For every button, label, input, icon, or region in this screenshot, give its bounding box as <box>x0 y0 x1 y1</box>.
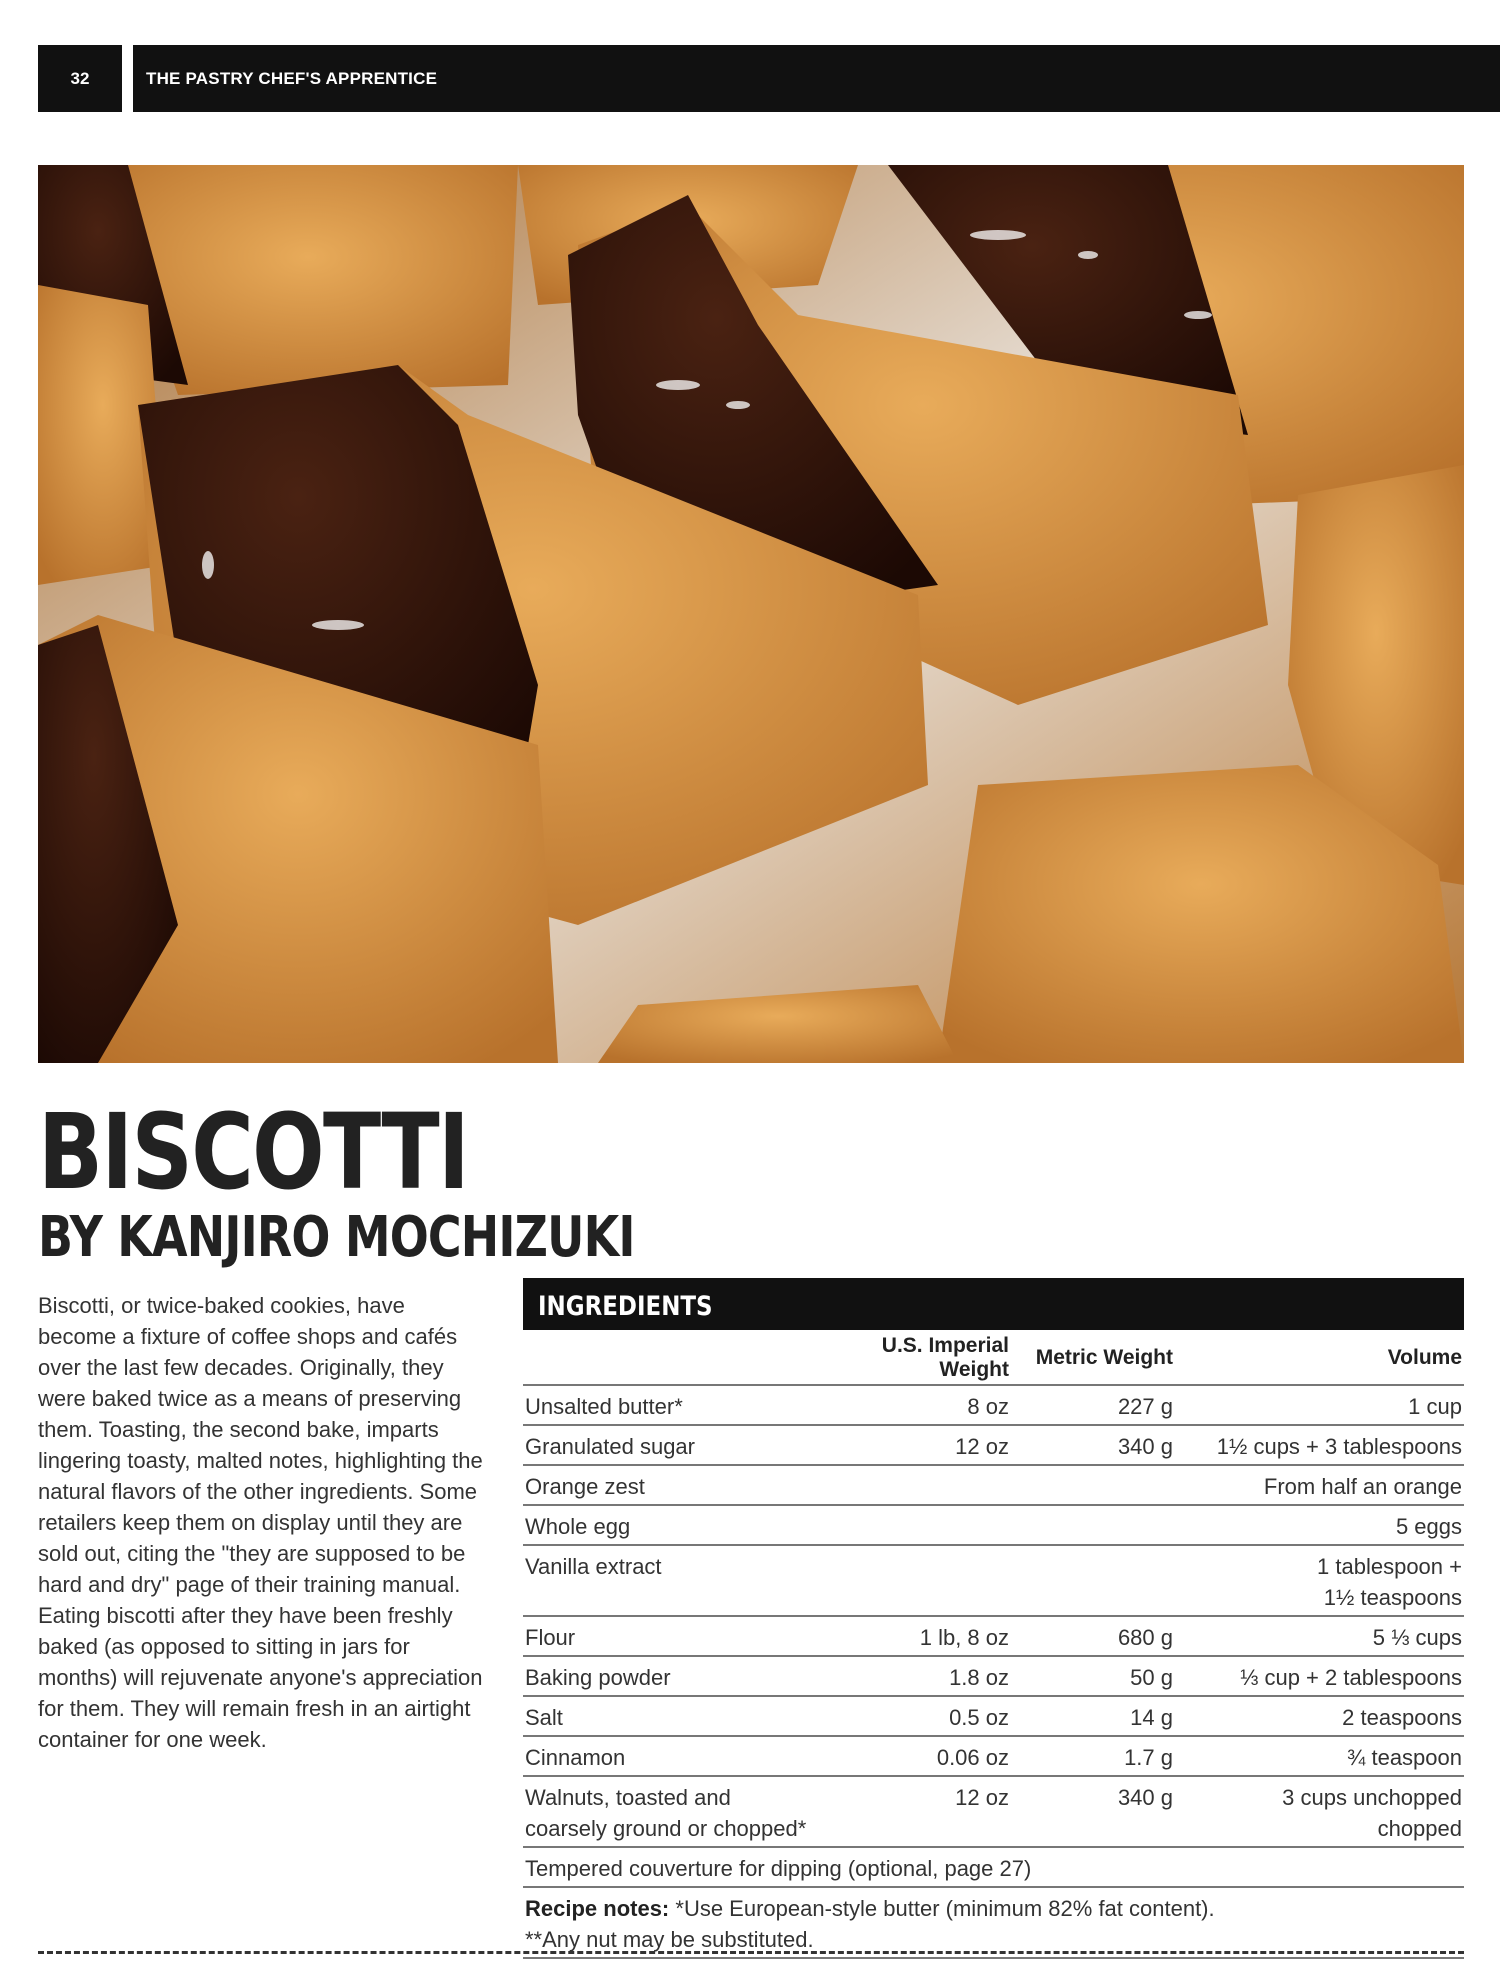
ingredient-volume: ⅓ cup + 2 tablespoons <box>1175 1656 1464 1696</box>
ingredient-name <box>523 1776 847 1847</box>
ingredient-volume <box>1175 1545 1464 1616</box>
ingredient-imperial: 0.06 oz <box>847 1736 1011 1776</box>
ingredient-volume-line2: chopped <box>1377 1816 1462 1841</box>
ingredient-imperial: 12 oz <box>847 1776 1011 1847</box>
ingredient-metric <box>1011 1505 1175 1545</box>
running-header: THE PASTRY CHEF'S APPRENTICE <box>133 45 1500 112</box>
ingredient-name-line2: coarsely ground or chopped* <box>525 1816 807 1841</box>
ingredient-volume: 1 cup <box>1175 1385 1464 1425</box>
ingredient-row <box>523 1545 1464 1616</box>
ingredient-volume-line1: 1 tablespoon + <box>1317 1554 1462 1579</box>
biscotti-photo <box>38 165 1464 1063</box>
couverture-row <box>523 1847 1464 1887</box>
ingredient-imperial <box>847 1505 1011 1545</box>
ingredient-row <box>523 1616 1464 1656</box>
ingredient-volume: 1½ cups + 3 tablespoons <box>1175 1425 1464 1465</box>
recipe-notes-line1: *Use European-style butter (minimum 82% fat content). <box>669 1896 1215 1921</box>
page-number: 32 <box>38 45 122 112</box>
ingredient-imperial <box>847 1465 1011 1505</box>
ingredient-metric <box>1011 1545 1175 1616</box>
ingredient-name: Flour <box>523 1616 847 1656</box>
recipe-notes-label: Recipe notes: <box>525 1896 670 1921</box>
ingredients-heading-text: INGREDIENTS <box>538 1291 713 1322</box>
ingredients-column-headers <box>523 1330 1464 1385</box>
ingredient-volume: From half an orange <box>1175 1465 1464 1505</box>
ingredient-row <box>523 1736 1464 1776</box>
ingredient-name: Orange zest <box>523 1465 847 1505</box>
ingredient-row <box>523 1385 1464 1425</box>
ingredient-row <box>523 1505 1464 1545</box>
ingredient-metric: 50 g <box>1011 1656 1175 1696</box>
ingredient-name: Baking powder <box>523 1656 847 1696</box>
ingredient-row <box>523 1776 1464 1847</box>
ingredient-volume: ¾ teaspoon <box>1175 1736 1464 1776</box>
ingredient-imperial: 12 oz <box>847 1425 1011 1465</box>
ingredient-name: Unsalted butter* <box>523 1385 847 1425</box>
ingredient-imperial: 8 oz <box>847 1385 1011 1425</box>
ingredient-row <box>523 1696 1464 1736</box>
ingredient-imperial: 0.5 oz <box>847 1696 1011 1736</box>
ingredients-panel <box>523 1278 1464 1959</box>
column-header-imperial: U.S. Imperial Weight <box>847 1330 1011 1385</box>
ingredient-metric: 1.7 g <box>1011 1736 1175 1776</box>
ingredient-metric: 14 g <box>1011 1696 1175 1736</box>
ingredient-name: Cinnamon <box>523 1736 847 1776</box>
ingredient-volume <box>1175 1776 1464 1847</box>
column-header-volume: Volume <box>1175 1330 1464 1385</box>
ingredient-name: Granulated sugar <box>523 1425 847 1465</box>
ingredient-metric: 340 g <box>1011 1776 1175 1847</box>
ingredients-table <box>523 1330 1464 1959</box>
ingredient-row <box>523 1465 1464 1505</box>
recipe-intro: Biscotti, or twice-baked cookies, have become a fixture of coffee shops and cafés over the last few decades. Originally, they were baked twice as a means of preserving them. Toasting, the second bake, imparts lingering toasty, malted notes, highlighting the natural flavors of the other ingredients. Some retailers keep them on display until they are sold out, citing the "they are supposed to be hard and dry" page of their training manual. Eating biscotti after they have been freshly baked (as opposed to sitting in jars for months) will rejuvenate anyone's appreciation for them. They will remain fresh in an airtight container for one week. <box>38 1293 483 1752</box>
recipe-notes-row <box>523 1887 1464 1958</box>
recipe-notes <box>523 1887 1464 1958</box>
ingredient-volume: 5 eggs <box>1175 1505 1464 1545</box>
ingredient-metric: 340 g <box>1011 1425 1175 1465</box>
ingredient-volume-line1: 3 cups unchopped <box>1282 1785 1462 1810</box>
couverture-text: Tempered couverture for dipping (optional, page 27) <box>523 1847 1464 1887</box>
ingredient-row <box>523 1656 1464 1696</box>
recipe-notes-line2: **Any nut may be substituted. <box>525 1927 814 1952</box>
ingredient-imperial: 1.8 oz <box>847 1656 1011 1696</box>
column-header-name <box>523 1330 847 1385</box>
ingredient-name: Salt <box>523 1696 847 1736</box>
ingredient-row <box>523 1425 1464 1465</box>
ingredient-name: Vanilla extract <box>523 1545 847 1616</box>
ingredient-metric <box>1011 1465 1175 1505</box>
ingredient-metric: 680 g <box>1011 1616 1175 1656</box>
recipe-author: BY KANJIRO MOCHIZUKI <box>38 1205 635 1270</box>
ingredient-imperial: 1 lb, 8 oz <box>847 1616 1011 1656</box>
ingredient-volume: 5 ⅓ cups <box>1175 1616 1464 1656</box>
ingredient-volume: 2 teaspoons <box>1175 1696 1464 1736</box>
ingredients-heading <box>523 1278 1464 1330</box>
biscotti-photo-illustration <box>38 165 1464 1063</box>
ingredient-volume-line2: 1½ teaspoons <box>1323 1585 1462 1610</box>
column-header-metric: Metric Weight <box>1011 1330 1175 1385</box>
ingredient-name-line1: Walnuts, toasted and <box>525 1785 731 1810</box>
ingredient-name: Whole egg <box>523 1505 847 1545</box>
page-bottom-divider <box>38 1951 1464 1954</box>
recipe-title: BISCOTTI <box>38 1091 469 1213</box>
ingredient-imperial <box>847 1545 1011 1616</box>
ingredient-metric: 227 g <box>1011 1385 1175 1425</box>
